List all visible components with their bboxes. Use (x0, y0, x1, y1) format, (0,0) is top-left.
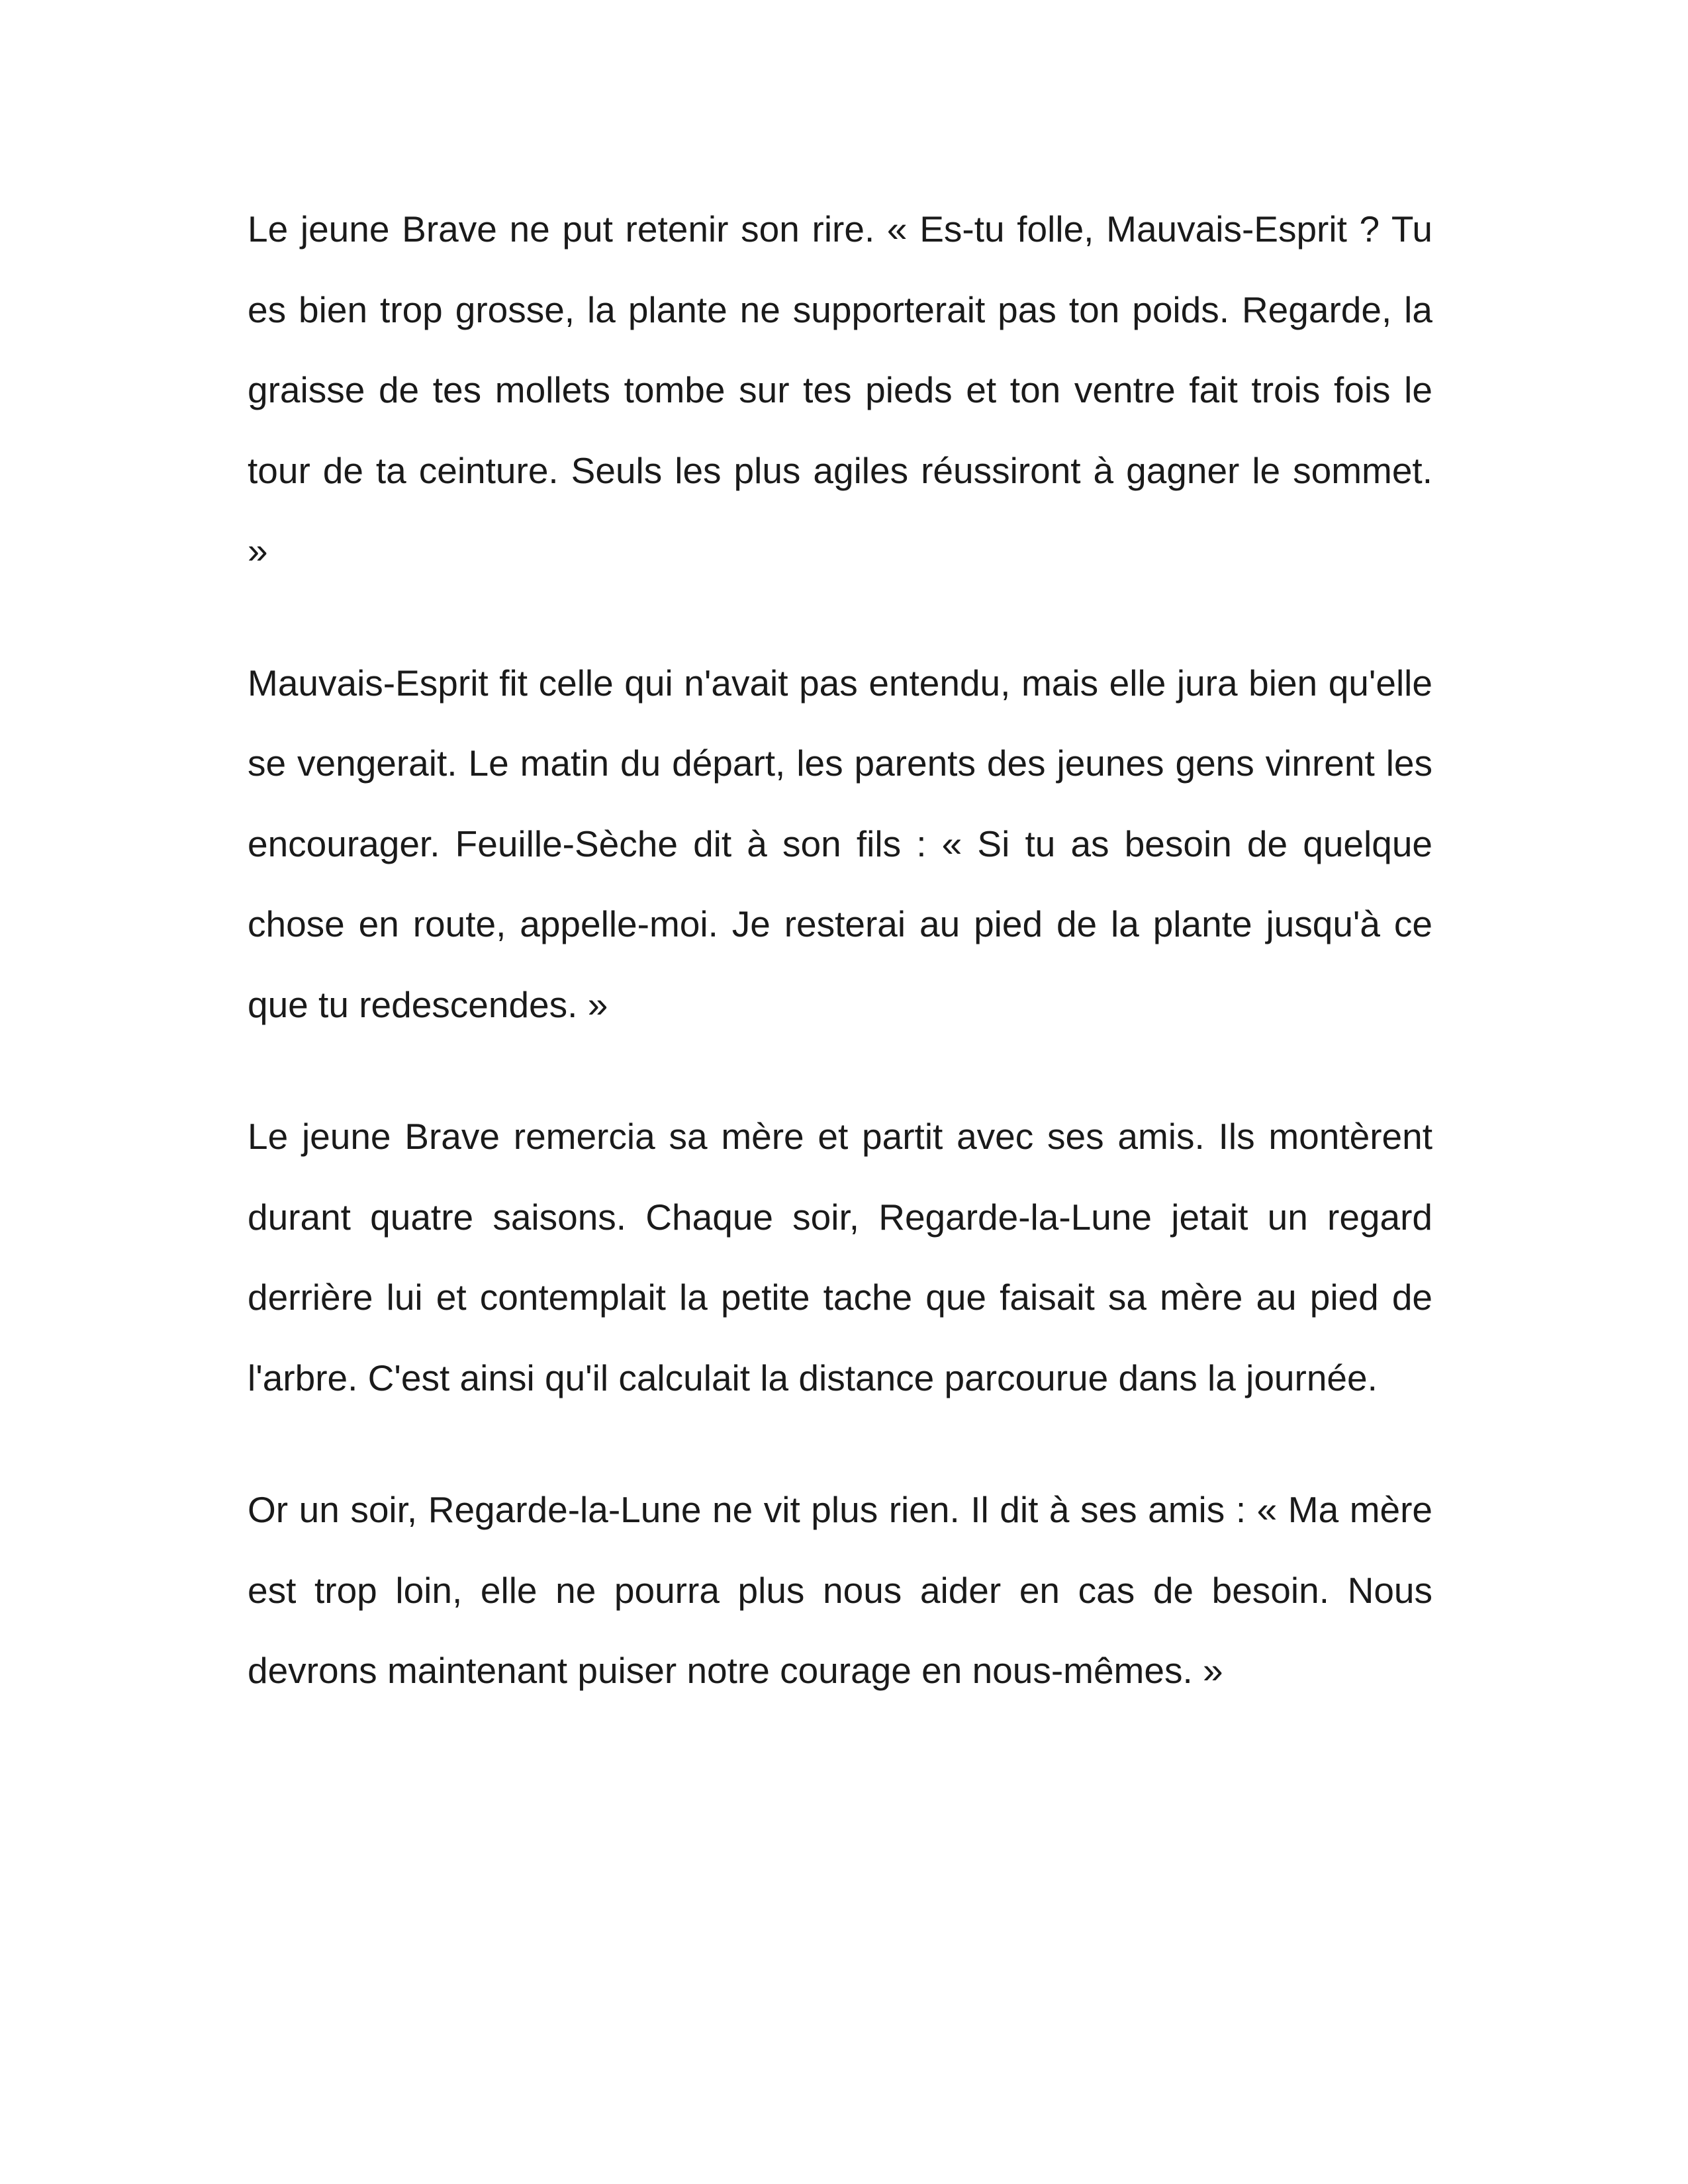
paragraph-4: Or un soir, Regarde-la-Lune ne vit plus rien. Il dit à ses amis : « Ma mère est trop loin, elle ne pourra plus nous aider en cas de besoin. Nous devrons maintenant puiser notre courage en nous-mêmes. » (248, 1489, 1432, 1691)
document-body (248, 189, 1432, 1711)
paragraph-1: Le jeune Brave ne put retenir son rire. « Es-tu folle, Mauvais-Esprit ? Tu es bien trop grosse, la plante ne supporterait pas ton poids. Regarde, la graisse de tes mollets tombe sur tes pieds et ton ventre fait trois fois le tour de ta ceinture. Seuls les plus agiles réussiront à gagner le sommet. » (248, 208, 1432, 571)
paragraph-3: Le jeune Brave remercia sa mère et partit avec ses amis. Ils montèrent durant quatre saisons. Chaque soir, Regarde-la-Lune jetait un regard derrière lui et contemplait la petite tache que faisait sa mère au pied de l'arbre. C'est ainsi qu'il calculait la distance parcourue dans la journée. (248, 1116, 1432, 1398)
paragraph-2: Mauvais-Esprit fit celle qui n'avait pas entendu, mais elle jura bien qu'elle se vengerait. Le matin du départ, les parents des jeunes gens vinrent les encourager. Feuille-Sèche dit à son fils : « Si tu as besoin de quelque chose en route, appelle-moi. Je resterai au pied de la plante jusqu'à ce que tu redescendes. » (248, 662, 1432, 1025)
